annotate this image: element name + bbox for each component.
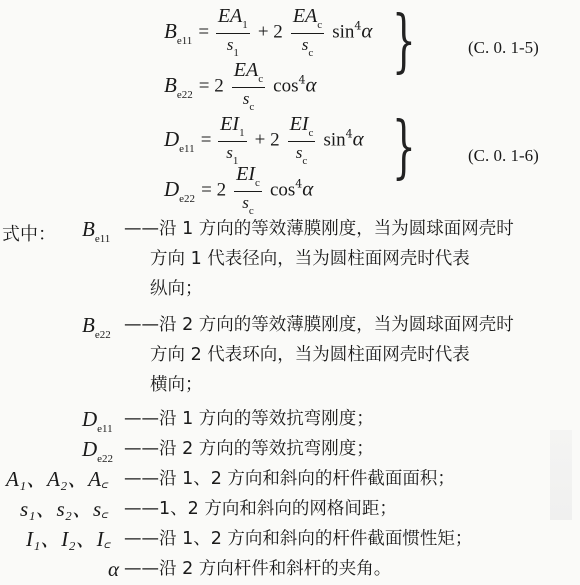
equation-b-e22: $B_{e22} = 2$ $\frac{EA_c}{s_c}$ $\cos^4\alpha$: [164, 59, 317, 113]
scan-shadow: [550, 430, 572, 520]
brace-group-2: }: [392, 108, 416, 187]
brace-group-1: }: [392, 2, 416, 81]
equation-number-c016: (C. 0. 1-6): [468, 146, 539, 165]
where-label: 式中：: [2, 224, 56, 245]
equation-d-e11: $D_{e11}$ = $\frac{EI_1}{s_1}$ + 2 $\frac{EI_c}{s_c}$ $\sin^4\alpha$: [164, 113, 364, 167]
equation-b-e11: $B_{e11}$ = $\frac{EA_1}{s_1}$ + 2 $\frac{EA_c}{s_c}$ $\sin^4\alpha$: [164, 5, 373, 59]
equation-number-c015: (C. 0. 1-5): [468, 38, 539, 57]
equation-d-e22: $D_{e22} = 2$ $\frac{EI_c}{s_c}$ $\cos^4\alpha$: [164, 163, 314, 217]
